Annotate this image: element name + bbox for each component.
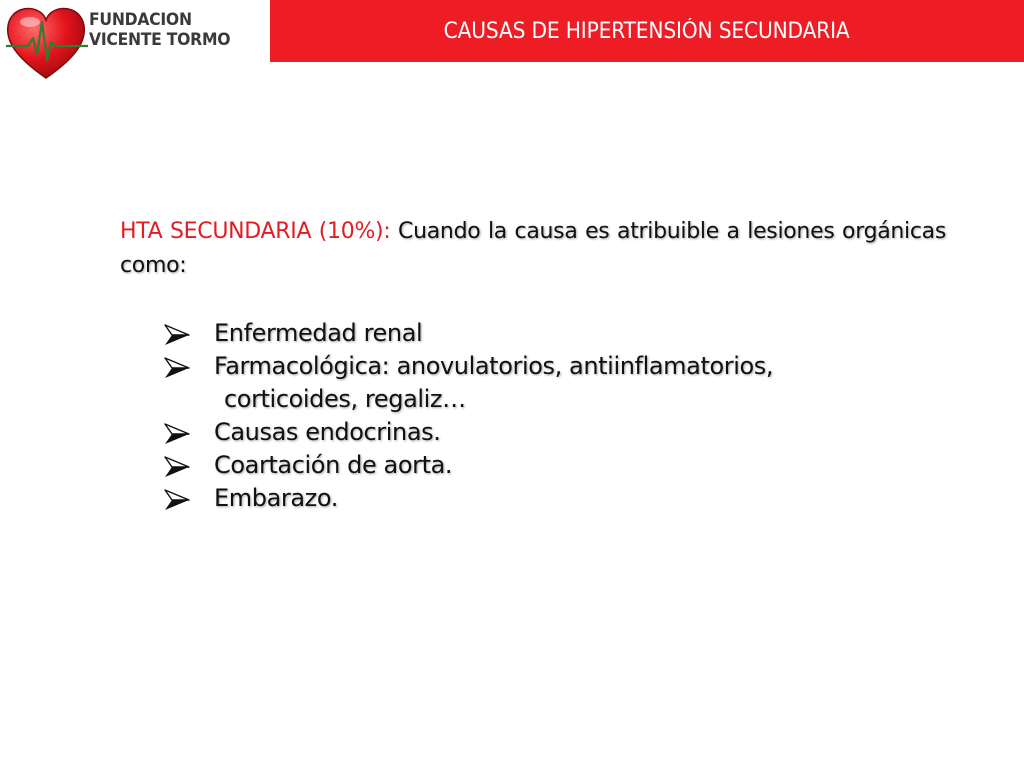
list-item-text: Coartación de aorta. <box>214 451 453 479</box>
slide-title: CAUSAS DE HIPERTENSIÓN SECUNDARIA <box>444 18 850 44</box>
list-item <box>164 350 946 416</box>
heart-ecg-icon <box>4 2 88 82</box>
arrow-bullet-icon <box>164 324 190 346</box>
intro-text: Cuando la causa es atribuible a lesiones orgánicas como: <box>120 219 947 278</box>
arrow-bullet-icon <box>164 423 190 445</box>
list-item <box>164 416 946 449</box>
list-item <box>164 482 946 515</box>
arrow-bullet-icon <box>164 357 190 379</box>
arrow-bullet-icon <box>164 489 190 511</box>
title-bar <box>270 0 1024 62</box>
logo-text <box>89 10 243 50</box>
list-item <box>164 317 946 350</box>
intro-label: HTA SECUNDARIA (10%): <box>120 219 391 244</box>
logo-line-1: FUNDACION <box>89 10 192 30</box>
slide-content <box>120 215 946 515</box>
list-item-text: Embarazo. <box>214 484 338 512</box>
list-item <box>164 449 946 482</box>
foundation-logo <box>4 2 244 82</box>
list-item-continuation: corticoides, regaliz… <box>224 385 466 413</box>
causes-list <box>120 317 946 515</box>
arrow-bullet-icon <box>164 456 190 478</box>
list-item-text: Farmacológica: anovulatorios, antiinflamatorios, <box>214 352 774 380</box>
logo-line-2: VICENTE TORMO <box>89 30 231 50</box>
intro-paragraph <box>120 215 946 283</box>
list-item-text: Causas endocrinas. <box>214 418 441 446</box>
list-item-text: Enfermedad renal <box>214 319 423 347</box>
